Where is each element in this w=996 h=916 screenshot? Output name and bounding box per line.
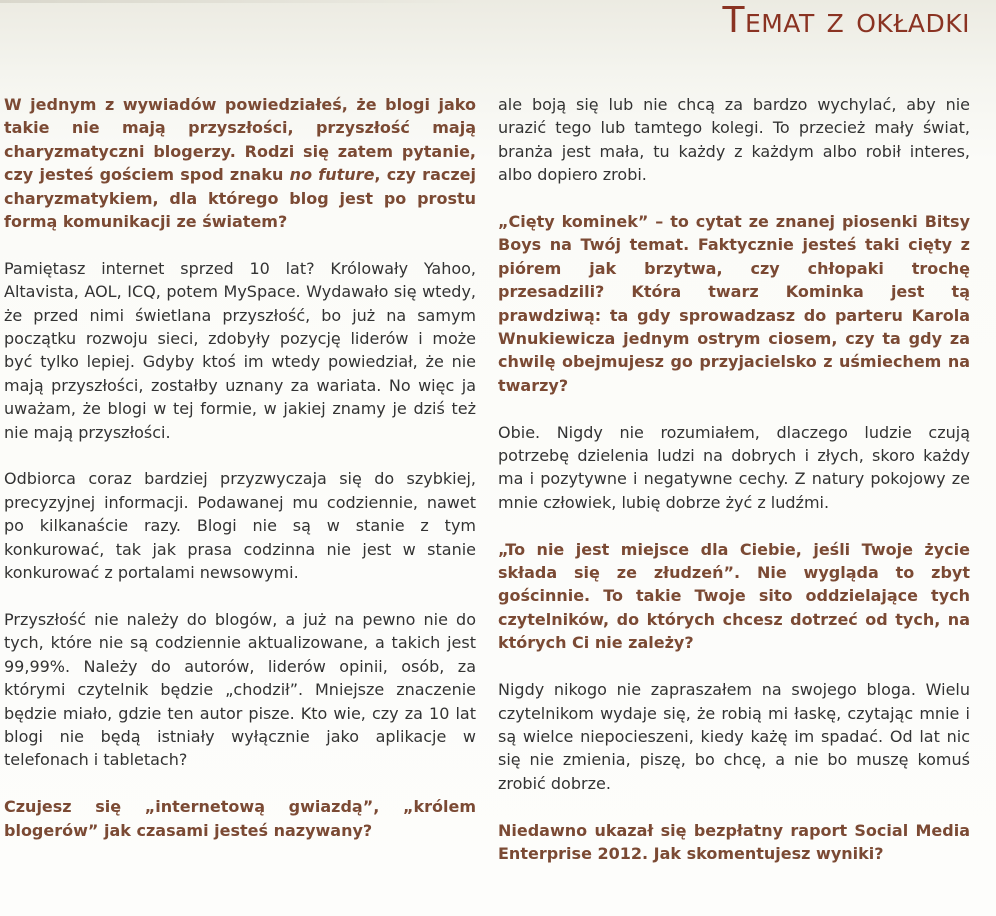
- answer-paragraph: Nigdy nikogo nie zapraszałem na swojego bloga. Wielu czytelnikom wydaje się, że robią mi łaskę, czytając mnie i są wielce niepocieszeni, kiedy każę im spadać. Od lat nic się nie zmienia, piszę, bo chcę, a nie bo muszę komuś zrobić dobrze.: [498, 680, 970, 793]
- answer-paragraph: Odbiorca coraz bardziej przyzwyczaja się do szybkiej, precyzyjnej informacji. Podawanej mu codziennie, nawet po kilkanaście razy. Blogi nie są w stanie z tym konkurować, tak jak prasa codzinna nie jest w stanie konkurować z portalami newsowymi.: [4, 469, 476, 583]
- question-paragraph: Niedawno ukazał się bezpłatny raport Social Media Enterprise 2012. Jak skomentujesz wyniki?: [498, 820, 970, 863]
- answer-paragraph: ale boją się lub nie chcą za bardzo wychylać, aby nie urazić tego lub tamtego kolegi. To przecież mały świat, branża jest mała, tu każdy z każdym albo robił interes, albo dopiero zrobi.: [498, 95, 970, 185]
- question-paragraph: [4, 93, 476, 233]
- question-text: , czy raczej charyzmatykiem, dla którego blog jest po prostu formą komunikacji ze światem?: [4, 165, 477, 232]
- article-column-right: [498, 93, 970, 889]
- question-emphasis: no future: [289, 165, 375, 185]
- answer-paragraph: Pamiętasz internet sprzed 10 lat? Królowały Yahoo, Altavista, AOL, ICQ, potem MySpace. Wydawało się wtedy, że przed nimi świetlana przyszłość, bo już na samym początku rozwoju sieci, zdobyły pozycję liderów i może być tylko lepiej. Gdyby ktoś im wtedy powiedział, że nie mają przyszłości, zostałby uznany za wariata. No więc ja uważam, że blogi w tej formie, w jakiej znamy je dziś też nie mają przyszłości.: [4, 258, 476, 442]
- question-paragraph: Czujesz się „internetową gwiazdą”, „królem blogerów” jak czasami jesteś nazywany?: [4, 797, 476, 840]
- question-text: W jednym z wywiadów powiedziałeś, że blogi jako takie nie mają przyszłości, przyszłość mają charyzmatyczni blogerzy. Rodzi się zatem pytanie, czy jesteś gościem spod znaku: [4, 95, 476, 185]
- question-paragraph: „To nie jest miejsce dla Ciebie, jeśli Twoje życie składa się ze złudzeń”. Nie wygląda to zbyt gościnnie. To takie Twoje sito oddzielające tych czytelników, do których chcesz dotrzeć od tych, na których Ci nie zależy?: [498, 539, 970, 653]
- article-column-left: [4, 93, 476, 865]
- answer-paragraph: Przyszłość nie należy do blogów, a już na pewno nie do tych, które nie są codziennie aktualizowane, a takich jest 99,99%. Należy do autorów, liderów opinii, osób, za którymi czytelnik będzie „chodził”. Mniejsze znaczenie będzie miało, gdzie ten autor pisze. Kto wie, czy za 10 lat blogi nie będą istniały wyłącznie jako aplikacje w telefonach i tabletach?: [4, 609, 476, 770]
- answer-paragraph: Obie. Nigdy nie rozumiałem, dlaczego ludzie czują potrzebę dzielenia ludzi na dobrych i złych, skoro każdy ma i pozytywne i negatywne cechy. Z natury pokojowy ze mnie człowiek, lubię dobrze żyć z ludźmi.: [498, 422, 970, 512]
- top-rule: [0, 0, 470, 3]
- section-title: Temat z okładki: [722, 0, 970, 41]
- question-paragraph: „Cięty kominek” – to cytat ze znanej piosenki Bitsy Boys na Twój temat. Faktycznie jesteś taki cięty z piórem jak brzytwa, czy chłopaki trochę przesadzili? Która twarz Kominka jest tą prawdziwą: ta gdy sprowadzasz do parteru Karola Wnukiewicza jednym ostrym ciosem, czy ta gdy za chwilę obejmujesz go przyjacielsko z uśmiechem na twarzy?: [498, 212, 970, 395]
